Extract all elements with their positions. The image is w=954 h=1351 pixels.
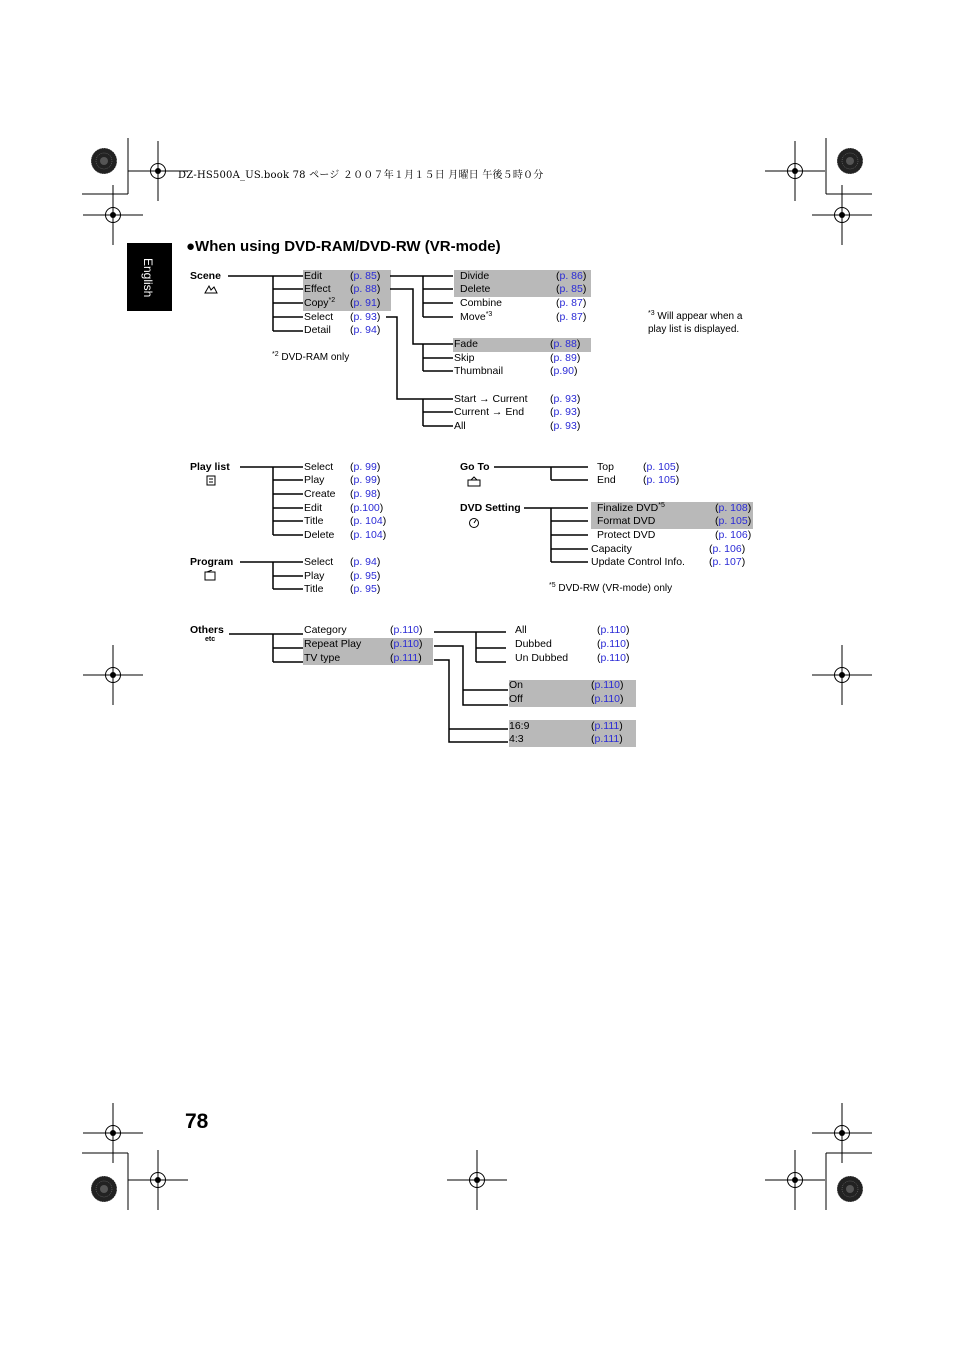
effect-sub-skip[interactable]: Skip	[454, 352, 475, 364]
select-sub-all[interactable]: All	[454, 420, 466, 432]
effect-sub-skip-ref[interactable]: (p. 89)	[550, 352, 581, 364]
playlist-ref-edit[interactable]: (p.100)	[350, 502, 384, 514]
select-sub-current-end[interactable]: Current → End	[454, 406, 525, 418]
scene-ref-edit[interactable]: (p. 85)	[350, 270, 381, 282]
others-item-category[interactable]: Category	[304, 624, 347, 636]
tv-sub-43[interactable]: 4:3	[509, 733, 524, 745]
repeat-sub-on-ref[interactable]: (p.110)	[591, 679, 624, 691]
select-sub-all-ref[interactable]: (p. 93)	[550, 420, 581, 432]
others-icon: etc	[205, 636, 216, 643]
edit-sub-divide-ref[interactable]: (p. 86)	[556, 270, 587, 282]
scene-item-copy[interactable]: Copy$^{*2}$	[304, 297, 336, 309]
playlist-ref-delete[interactable]: (p. 104)	[350, 529, 387, 541]
program-ref-play[interactable]: (p. 95)	[350, 570, 381, 582]
goto-ref-top[interactable]: (p. 105)	[643, 461, 680, 473]
others-ref-category[interactable]: (p.110)	[390, 624, 423, 636]
others-ref-tvtype[interactable]: (p.111)	[390, 652, 422, 664]
dvd-setting-title: DVD Setting	[460, 502, 521, 514]
repeat-sub-on[interactable]: On	[509, 679, 524, 691]
tv-sub-169[interactable]: 16:9	[509, 720, 530, 732]
playlist-title: Play list	[190, 461, 230, 473]
dvd-item-update[interactable]: Update Control Info.	[591, 556, 685, 568]
playlist-item-title[interactable]: Title	[304, 515, 324, 527]
effect-sub-thumbnail-ref[interactable]: (p.90)	[550, 365, 578, 377]
playlist-item-play[interactable]: Play	[304, 474, 325, 486]
others-item-tvtype[interactable]: TV type	[304, 652, 341, 664]
book-header-line: DZ-HS500A_US.book 78 ページ ２００７年１月１５日 月曜日 午後５時０分	[178, 170, 544, 181]
effect-sub-fade[interactable]: Fade	[454, 338, 478, 350]
scene-title: Scene	[190, 270, 221, 282]
category-sub-dubbed[interactable]: Dubbed	[515, 638, 552, 650]
others-item-repeat[interactable]: Repeat Play	[304, 638, 362, 650]
edit-sub-combine-ref[interactable]: (p. 87)	[556, 297, 587, 309]
program-item-select[interactable]: Select	[304, 556, 334, 568]
playlist-icon	[205, 475, 219, 486]
scene-item-effect[interactable]: Effect	[304, 283, 331, 295]
dvd-setting-icon	[467, 517, 481, 528]
section-title: ●When using DVD-RAM/DVD-RW (VR-mode)	[186, 238, 501, 255]
page-number: 78	[185, 1110, 209, 1133]
category-sub-dubbed-ref[interactable]: (p.110)	[597, 638, 630, 650]
scene-item-select[interactable]: Select	[304, 311, 334, 323]
footnote-3-line2: play list is displayed.	[648, 324, 740, 335]
program-ref-select[interactable]: (p. 94)	[350, 556, 381, 568]
scene-item-detail[interactable]: Detail	[304, 324, 331, 336]
others-ref-repeat[interactable]: (p.110)	[390, 638, 423, 650]
playlist-ref-select[interactable]: (p. 99)	[350, 461, 381, 473]
scene-ref-select[interactable]: (p. 93)	[350, 311, 381, 323]
dvd-ref-format[interactable]: (p. 105)	[715, 515, 752, 527]
select-sub-start-current-ref[interactable]: (p. 93)	[550, 393, 581, 405]
select-sub-current-end-ref[interactable]: (p. 93)	[550, 406, 581, 418]
tv-sub-43-ref[interactable]: (p.111)	[591, 733, 623, 745]
edit-sub-divide[interactable]: Divide	[460, 270, 490, 282]
footnote-2: $^{*2}$ DVD-RAM only	[272, 351, 350, 363]
others-title: Others	[190, 624, 224, 636]
dvd-ref-finalize[interactable]: (p. 108)	[715, 502, 752, 514]
dvd-item-finalize[interactable]: Finalize DVD$^{*5}$	[597, 502, 665, 514]
goto-item-top[interactable]: Top	[597, 461, 614, 473]
edit-sub-move[interactable]: Move$^{*3}$	[460, 311, 493, 323]
scene-icon	[204, 284, 218, 295]
scene-ref-effect[interactable]: (p. 88)	[350, 283, 381, 295]
category-sub-all-ref[interactable]: (p.110)	[597, 624, 630, 636]
edit-sub-move-ref[interactable]: (p. 87)	[556, 311, 587, 323]
repeat-sub-off[interactable]: Off	[509, 693, 523, 705]
edit-sub-combine[interactable]: Combine	[460, 297, 503, 309]
effect-sub-fade-ref[interactable]: (p. 88)	[550, 338, 581, 350]
category-sub-all[interactable]: All	[515, 624, 527, 636]
goto-item-end[interactable]: End	[597, 474, 616, 486]
goto-title: Go To	[460, 461, 490, 473]
program-title: Program	[190, 556, 234, 568]
goto-icon	[467, 476, 481, 487]
playlist-item-edit[interactable]: Edit	[304, 502, 323, 514]
dvd-ref-update[interactable]: (p. 107)	[709, 556, 746, 568]
dvd-item-capacity[interactable]: Capacity	[591, 543, 632, 555]
tv-sub-169-ref[interactable]: (p.111)	[591, 720, 623, 732]
category-sub-undubbed-ref[interactable]: (p.110)	[597, 652, 630, 664]
goto-ref-end[interactable]: (p. 105)	[643, 474, 680, 486]
repeat-sub-off-ref[interactable]: (p.110)	[591, 693, 624, 705]
playlist-ref-play[interactable]: (p. 99)	[350, 474, 381, 486]
program-item-play[interactable]: Play	[304, 570, 325, 582]
playlist-item-delete[interactable]: Delete	[304, 529, 335, 541]
edit-sub-delete-ref[interactable]: (p. 85)	[556, 283, 587, 295]
dvd-ref-capacity[interactable]: (p. 106)	[709, 543, 746, 555]
playlist-ref-title[interactable]: (p. 104)	[350, 515, 387, 527]
playlist-item-select[interactable]: Select	[304, 461, 334, 473]
footnote-3: $^{*3}$ Will appear when a	[648, 310, 743, 322]
edit-sub-delete[interactable]: Delete	[460, 283, 491, 295]
effect-sub-thumbnail[interactable]: Thumbnail	[454, 365, 504, 377]
program-ref-title[interactable]: (p. 95)	[350, 583, 381, 595]
language-tab-label: English	[141, 258, 155, 298]
scene-ref-copy[interactable]: (p. 91)	[350, 297, 381, 309]
select-sub-start-current[interactable]: Start → Current	[454, 393, 528, 405]
program-item-title[interactable]: Title	[304, 583, 324, 595]
scene-item-edit[interactable]: Edit	[304, 270, 323, 282]
dvd-item-format[interactable]: Format DVD	[597, 515, 656, 527]
dvd-ref-protect[interactable]: (p. 106)	[715, 529, 752, 541]
footnote-5: $^{*5}$ DVD-RW (VR-mode) only	[549, 582, 673, 594]
playlist-item-create[interactable]: Create	[304, 488, 336, 500]
program-icon	[204, 570, 218, 581]
scene-ref-detail[interactable]: (p. 94)	[350, 324, 381, 336]
playlist-ref-create[interactable]: (p. 98)	[350, 488, 381, 500]
dvd-item-protect[interactable]: Protect DVD	[597, 529, 656, 541]
category-sub-undubbed[interactable]: Un Dubbed	[515, 652, 569, 664]
